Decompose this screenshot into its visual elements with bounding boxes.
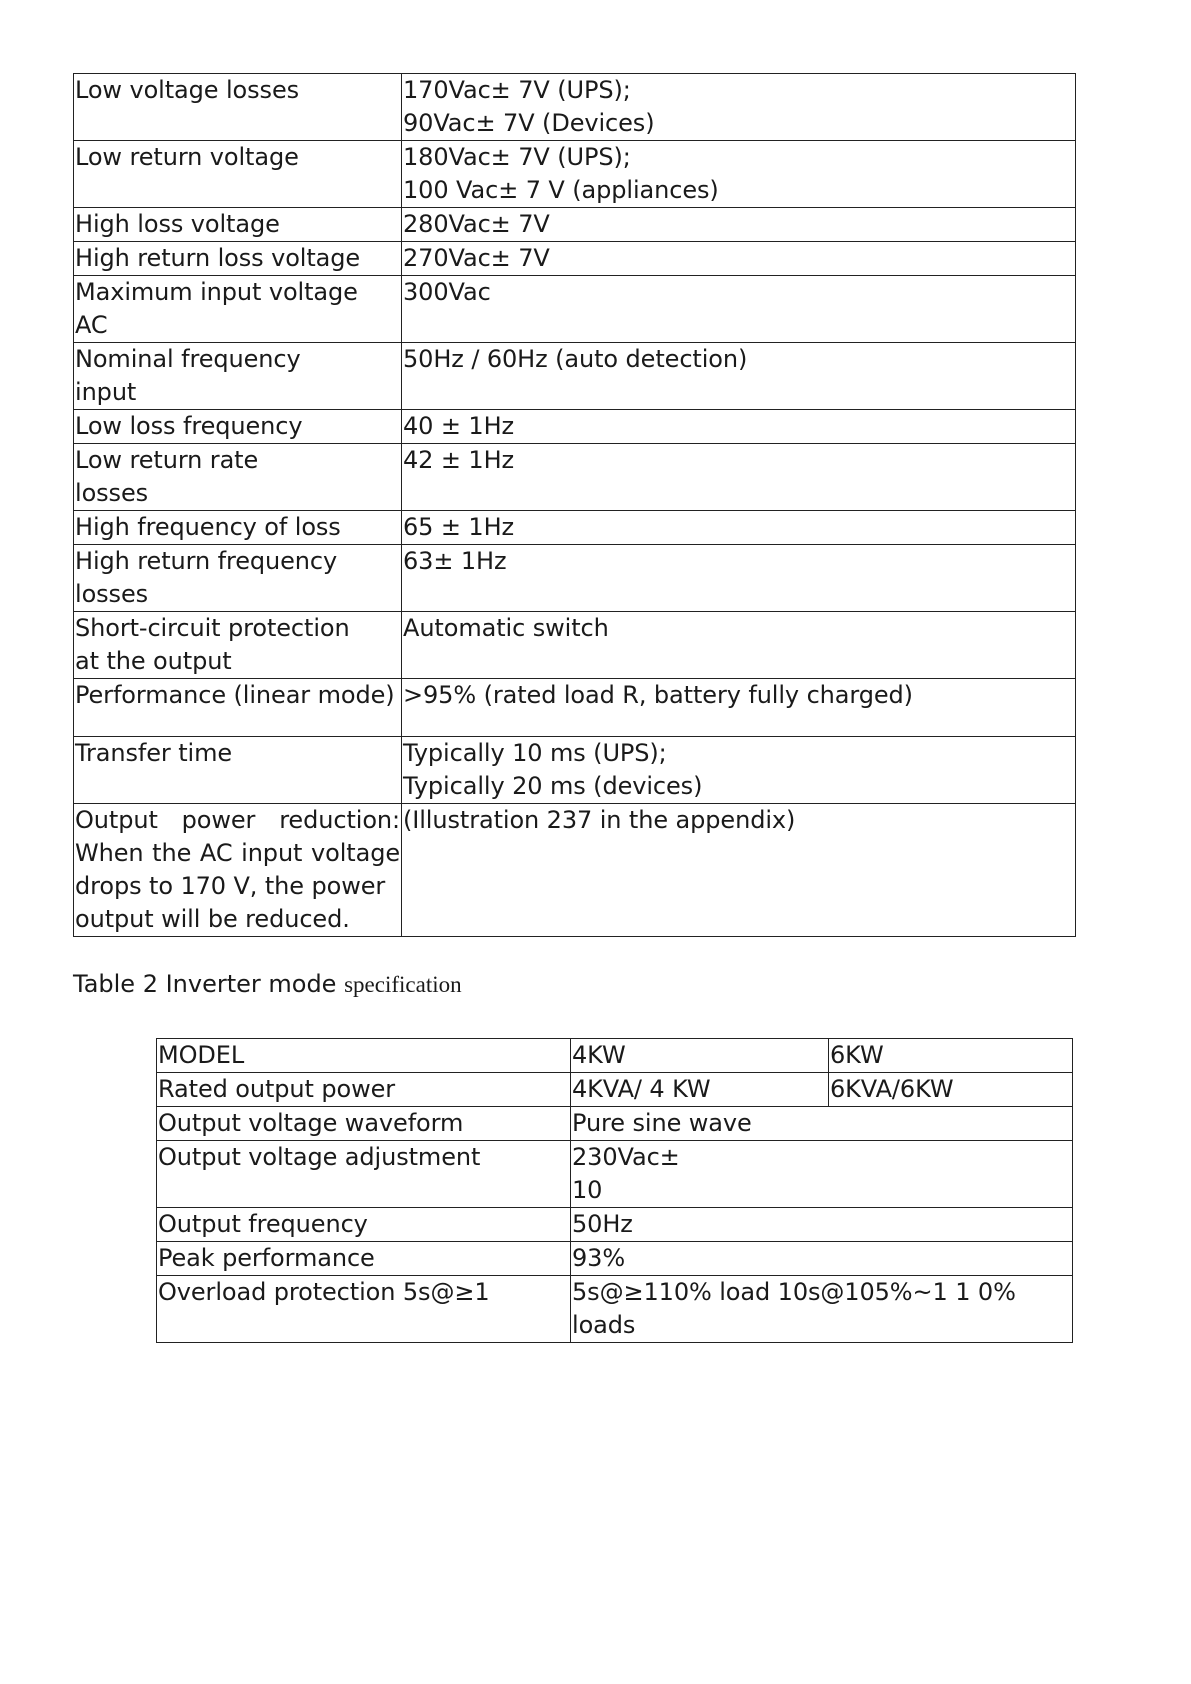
row-label: High frequency of loss	[74, 511, 402, 545]
row-label: Transfer time	[74, 737, 402, 804]
table-caption	[73, 968, 462, 1001]
row-label: Low return rate losses	[74, 444, 402, 511]
row-label: Peak performance	[157, 1242, 571, 1276]
row-value: 5s@≥110% load 10s@105%~1 1 0% loads	[571, 1276, 1073, 1343]
input-spec-table	[73, 73, 1076, 937]
row-label: Overload protection 5s@≥1	[157, 1276, 571, 1343]
header-6kw: 6KW	[829, 1039, 1073, 1073]
row-value: 63± 1Hz	[402, 545, 1076, 612]
table-row	[74, 74, 1076, 141]
table-row	[74, 343, 1076, 410]
row-value: Automatic switch	[402, 612, 1076, 679]
table-row	[74, 612, 1076, 679]
row-value: 170Vac± 7V (UPS); 90Vac± 7V (Devices)	[402, 74, 1076, 141]
row-label: Output voltage waveform	[157, 1107, 571, 1141]
header-model: MODEL	[157, 1039, 571, 1073]
row-label: High loss voltage	[74, 208, 402, 242]
row-value: 280Vac± 7V	[402, 208, 1076, 242]
table-row	[157, 1141, 1073, 1208]
caption-prefix: Table 2 Inverter mode	[73, 970, 337, 998]
row-label: Short-circuit protection at the output	[74, 612, 402, 679]
row-value: 230Vac± 10	[571, 1141, 1073, 1208]
table-row	[157, 1107, 1073, 1141]
row-value: 50Hz	[571, 1208, 1073, 1242]
table-row	[74, 545, 1076, 612]
table-row	[74, 737, 1076, 804]
table-row	[74, 679, 1076, 737]
row-value: 42 ± 1Hz	[402, 444, 1076, 511]
row-label: Low voltage losses	[74, 74, 402, 141]
row-label: Output power reduction: When the AC input voltage drops to 170 V, the power output will be reduced.	[74, 804, 402, 937]
table-row	[74, 141, 1076, 208]
table-row	[74, 208, 1076, 242]
row-value: 300Vac	[402, 276, 1076, 343]
table-row	[157, 1242, 1073, 1276]
table-row	[157, 1208, 1073, 1242]
table-row	[74, 242, 1076, 276]
header-4kw: 4KW	[571, 1039, 829, 1073]
row-value: 40 ± 1Hz	[402, 410, 1076, 444]
table-row	[74, 410, 1076, 444]
row-label: Output voltage adjustment	[157, 1141, 571, 1208]
table-row	[74, 444, 1076, 511]
row-value-4kw: 4KVA/ 4 KW	[571, 1073, 829, 1107]
row-label: Rated output power	[157, 1073, 571, 1107]
caption-suffix: specification	[344, 972, 462, 997]
row-value: 180Vac± 7V (UPS); 100 Vac± 7 V (appliances)	[402, 141, 1076, 208]
row-label: Output frequency	[157, 1208, 571, 1242]
inverter-spec-table	[156, 1038, 1073, 1343]
row-value-6kw: 6KVA/6KW	[829, 1073, 1073, 1107]
row-label: Maximum input voltage AC	[74, 276, 402, 343]
row-label: Low return voltage	[74, 141, 402, 208]
row-value: 65 ± 1Hz	[402, 511, 1076, 545]
row-label: High return loss voltage	[74, 242, 402, 276]
table-row	[74, 511, 1076, 545]
row-value: Pure sine wave	[571, 1107, 1073, 1141]
row-value: (Illustration 237 in the appendix)	[402, 804, 1076, 937]
table-header-row	[157, 1039, 1073, 1073]
table-row	[74, 276, 1076, 343]
row-value: 270Vac± 7V	[402, 242, 1076, 276]
table-row	[74, 804, 1076, 937]
row-label: Nominal frequency input	[74, 343, 402, 410]
table-row	[157, 1073, 1073, 1107]
row-value: 93%	[571, 1242, 1073, 1276]
row-value: >95% (rated load R, battery fully charged)	[402, 679, 1076, 737]
row-value: Typically 10 ms (UPS); Typically 20 ms (devices)	[402, 737, 1076, 804]
row-label: High return frequency losses	[74, 545, 402, 612]
row-label: Performance (linear mode)	[74, 679, 402, 737]
table-row	[157, 1276, 1073, 1343]
row-label: Low loss frequency	[74, 410, 402, 444]
row-value: 50Hz / 60Hz (auto detection)	[402, 343, 1076, 410]
